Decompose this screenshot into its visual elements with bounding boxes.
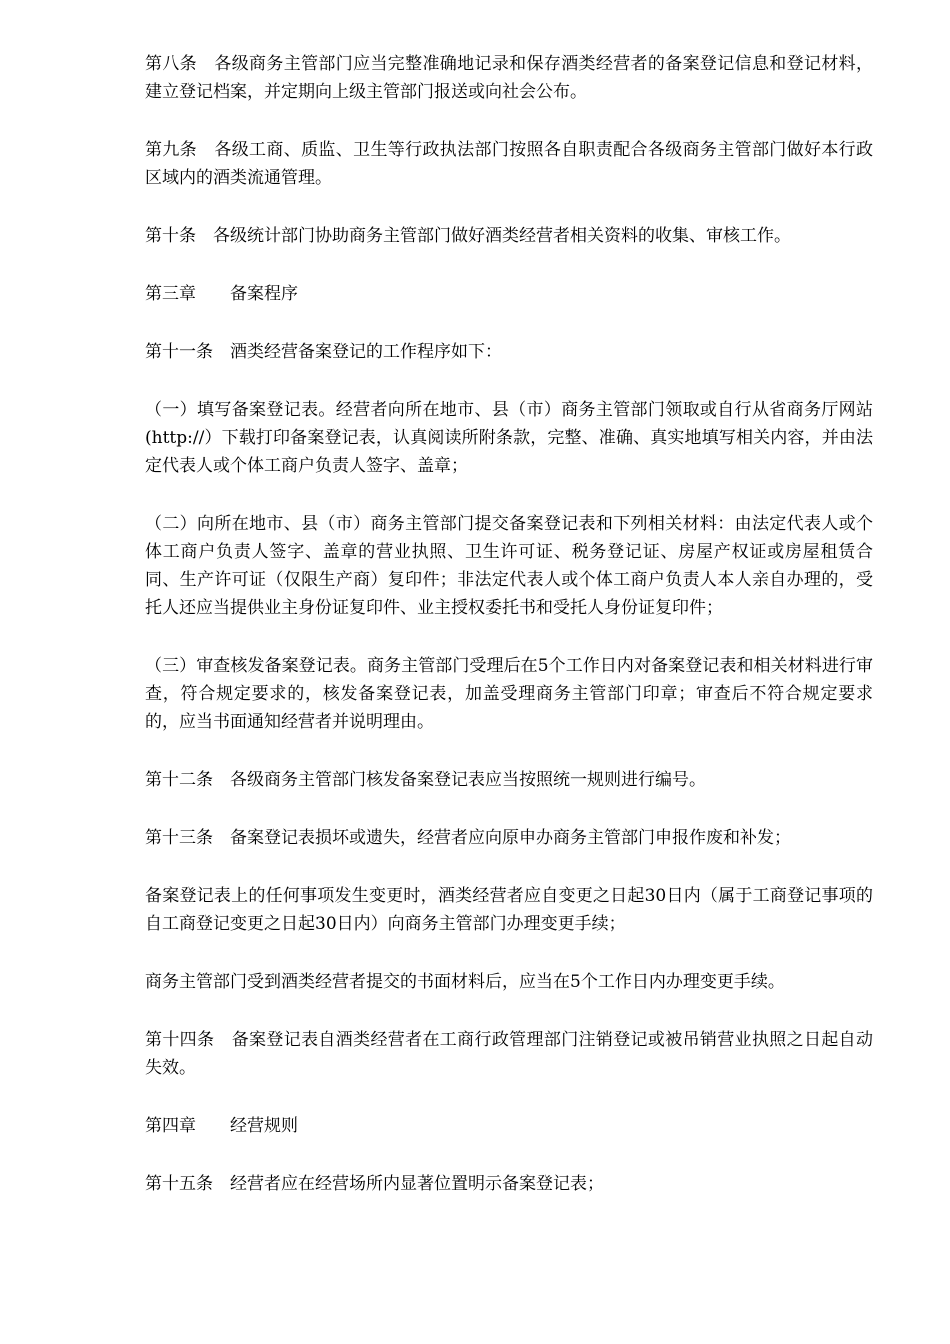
article-11-item-3: （三）审查核发备案登记表。商务主管部门受理后在5个工作日内对备案登记表和相关材料进行审查，符合规定要求的，核发备案登记表，加盖受理商务主管部门印章；审查后不符合规定要求的，应当书面通知经营者并说明理由。 xyxy=(145,656,873,732)
chapter-3-heading: 第三章 备案程序 xyxy=(145,284,298,304)
article-15: 第十五条 经营者应在经营场所内显著位置明示备案登记表； xyxy=(145,1174,604,1194)
document-page xyxy=(145,50,873,1228)
article-13: 第十三条 备案登记表损坏或遗失，经营者应向原申办商务主管部门申报作废和补发； xyxy=(145,828,791,848)
article-9: 第九条 各级工商、质监、卫生等行政执法部门按照各自职责配合各级商务主管部门做好本行政区域内的酒类流通管理。 xyxy=(145,140,873,188)
article-13-processing: 商务主管部门受到酒类经营者提交的书面材料后，应当在5个工作日内办理变更手续。 xyxy=(145,972,785,992)
article-11-item-2: （二）向所在地市、县（市）商务主管部门提交备案登记表和下列相关材料：由法定代表人或个体工商户负责人签字、盖章的营业执照、卫生许可证、税务登记证、房屋产权证或房屋租赁合同、生产许可证（仅限生产商）复印件；非法定代表人或个体工商户负责人本人亲自办理的，受托人还应当提供业主身份证复印件、业主授权委托书和受托人身份证复印件； xyxy=(145,514,873,618)
article-14: 第十四条 备案登记表自酒类经营者在工商行政管理部门注销登记或被吊销营业执照之日起自动失效。 xyxy=(145,1030,873,1078)
chapter-4-heading: 第四章 经营规则 xyxy=(145,1116,298,1136)
article-11: 第十一条 酒类经营备案登记的工作程序如下： xyxy=(145,342,502,362)
article-13-change: 备案登记表上的任何事项发生变更时，酒类经营者应自变更之日起30日内（属于工商登记事项的自工商登记变更之日起30日内）向商务主管部门办理变更手续； xyxy=(145,886,873,934)
article-8: 第八条 各级商务主管部门应当完整准确地记录和保存酒类经营者的备案登记信息和登记材料，建立登记档案，并定期向上级主管部门报送或向社会公布。 xyxy=(145,54,873,102)
article-11-item-1: （一）填写备案登记表。经营者向所在地市、县（市）商务主管部门领取或自行从省商务厅网站(http://）下载打印备案登记表，认真阅读所附条款，完整、准确、真实地填写相关内容，并由法定代表人或个体工商户负责人签字、盖章； xyxy=(145,400,873,476)
article-12: 第十二条 各级商务主管部门核发备案登记表应当按照统一规则进行编号。 xyxy=(145,770,706,790)
article-10: 第十条 各级统计部门协助商务主管部门做好酒类经营者相关资料的收集、审核工作。 xyxy=(145,226,791,246)
